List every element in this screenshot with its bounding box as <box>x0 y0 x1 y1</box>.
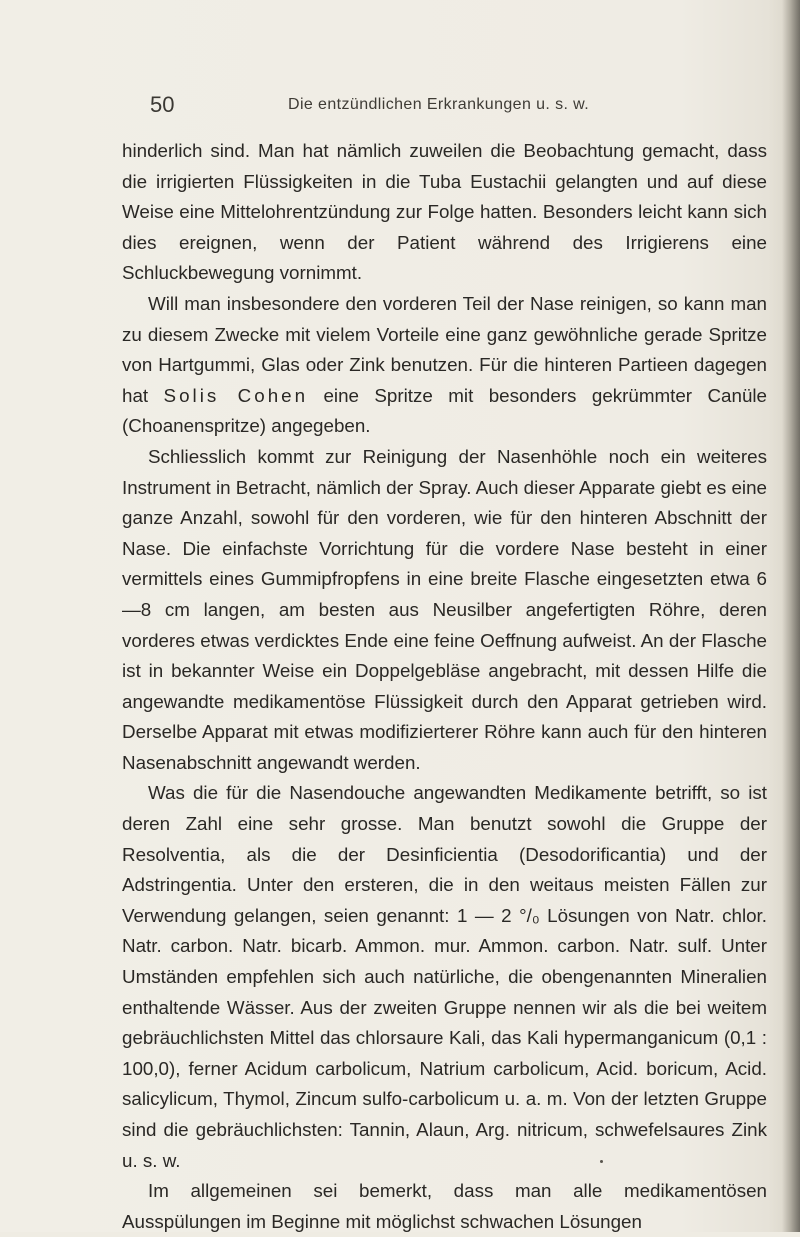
paragraph-text: Was die für die Nasendouche angewandten Medikamente betrifft, so ist deren Zahl eine sehr grosse. Man benutzt sowohl die Gruppe der Resolventia, als die der Desinficientia (Desodorificantia) und der Adstringentia. Unter den ersteren, die in den weitaus meisten Fällen zur Verwendung gelangen, seien genannt: 1 — 2 °/₀ Lösungen von Natr. chlor. Natr. carbon. Natr. bicarb. Ammon. mur. Ammon. carbon. Natr. sulf. Unter Umständen empfehlen sich auch natürliche, die obengenannten Mineralien enthaltende Wässer. Aus der zweiten Gruppe nennen wir als die bei weitem gebräuchlichsten Mittel das chlorsaure Kali, das Kali hypermanganicum (0,1 : 100,0), ferner Acidum carbolicum, Natrium carbolicum, Acid. boricum, Acid. salicylicum, Thymol, Zincum sulfo-carbolicum u. a. m. Von der letzten Gruppe sind die gebräuchlichsten: Tannin, Alaun, Arg. nitricum, schwefelsaures Zink u. s. w. <box>122 782 767 1171</box>
running-head: Die entzündlichen Erkrankungen u. s. w. <box>288 96 590 113</box>
paragraph-1 <box>122 136 767 289</box>
page-number: 50 <box>150 92 175 117</box>
paragraph-text: Will man insbesondere den vorderen Teil der Nase reinigen, so kann man zu diesem Zwecke mit vielem Vorteile eine ganz gewöhnliche gerade Spritze von Hartgummi, Glas oder Zink benutzen. Für die hinteren Partieen dagegen hat <box>122 292 767 406</box>
author-name: Solis Cohen <box>163 384 309 406</box>
paragraph-2 <box>122 289 767 442</box>
paragraph-3 <box>122 442 767 779</box>
paragraph-text: eine Spritze mit besonders gekrümmter Canüle (Choanenspritze) angegeben. <box>122 384 768 437</box>
page-header <box>150 92 750 120</box>
paragraph-text: hinderlich sind. Man hat nämlich zuweilen die Beobachtung gemacht, dass die irrigierten Flüssigkeiten in die Tuba Eustachii gelangten und auf diese Weise eine Mittelohrentzündung zur Folge hatten. Besonders leicht kann sich dies ereignen, wenn der Patient während des Irrigierens eine Schluckbewegung vornimmt. <box>122 140 767 284</box>
paragraph-text: Im allgemeinen sei bemerkt, dass man alle medikamentösen Ausspülungen im Beginne mit möglichst schwachen Lösungen <box>122 1180 767 1232</box>
paragraph-text: Schliesslich kommt zur Reinigung der Nasenhöhle noch ein weiteres Instrument in Betracht, nämlich der Spray. Auch dieser Apparate giebt es eine ganze Anzahl, sowohl für den vorderen, wie für den hinteren Abschnitt der Nase. Die einfachste Vorrichtung für die vordere Nase besteht in einer vermittels eines Gummipfropfens in eine breite Flasche eingesetzten etwa 6—8 cm langen, am besten aus Neusilber angefertigten Röhre, deren vorderes etwas verdicktes Ende eine feine Oeffnung aufweist. An der Flasche ist in bekannter Weise ein Doppelgebläse angebracht, mit dessen Hilfe die angewandte medikamentöse Flüssigkeit durch den Apparat getrieben wird. Derselbe Apparat mit etwas modifizierterer Röhre kann auch für den hinteren Nasenabschnitt angewandt werden. <box>122 445 767 773</box>
paragraph-4 <box>122 778 767 1176</box>
page-edge-shadow <box>782 0 800 1232</box>
body-text <box>122 136 767 1237</box>
paragraph-5 <box>122 1176 767 1237</box>
print-speck <box>600 1160 603 1163</box>
